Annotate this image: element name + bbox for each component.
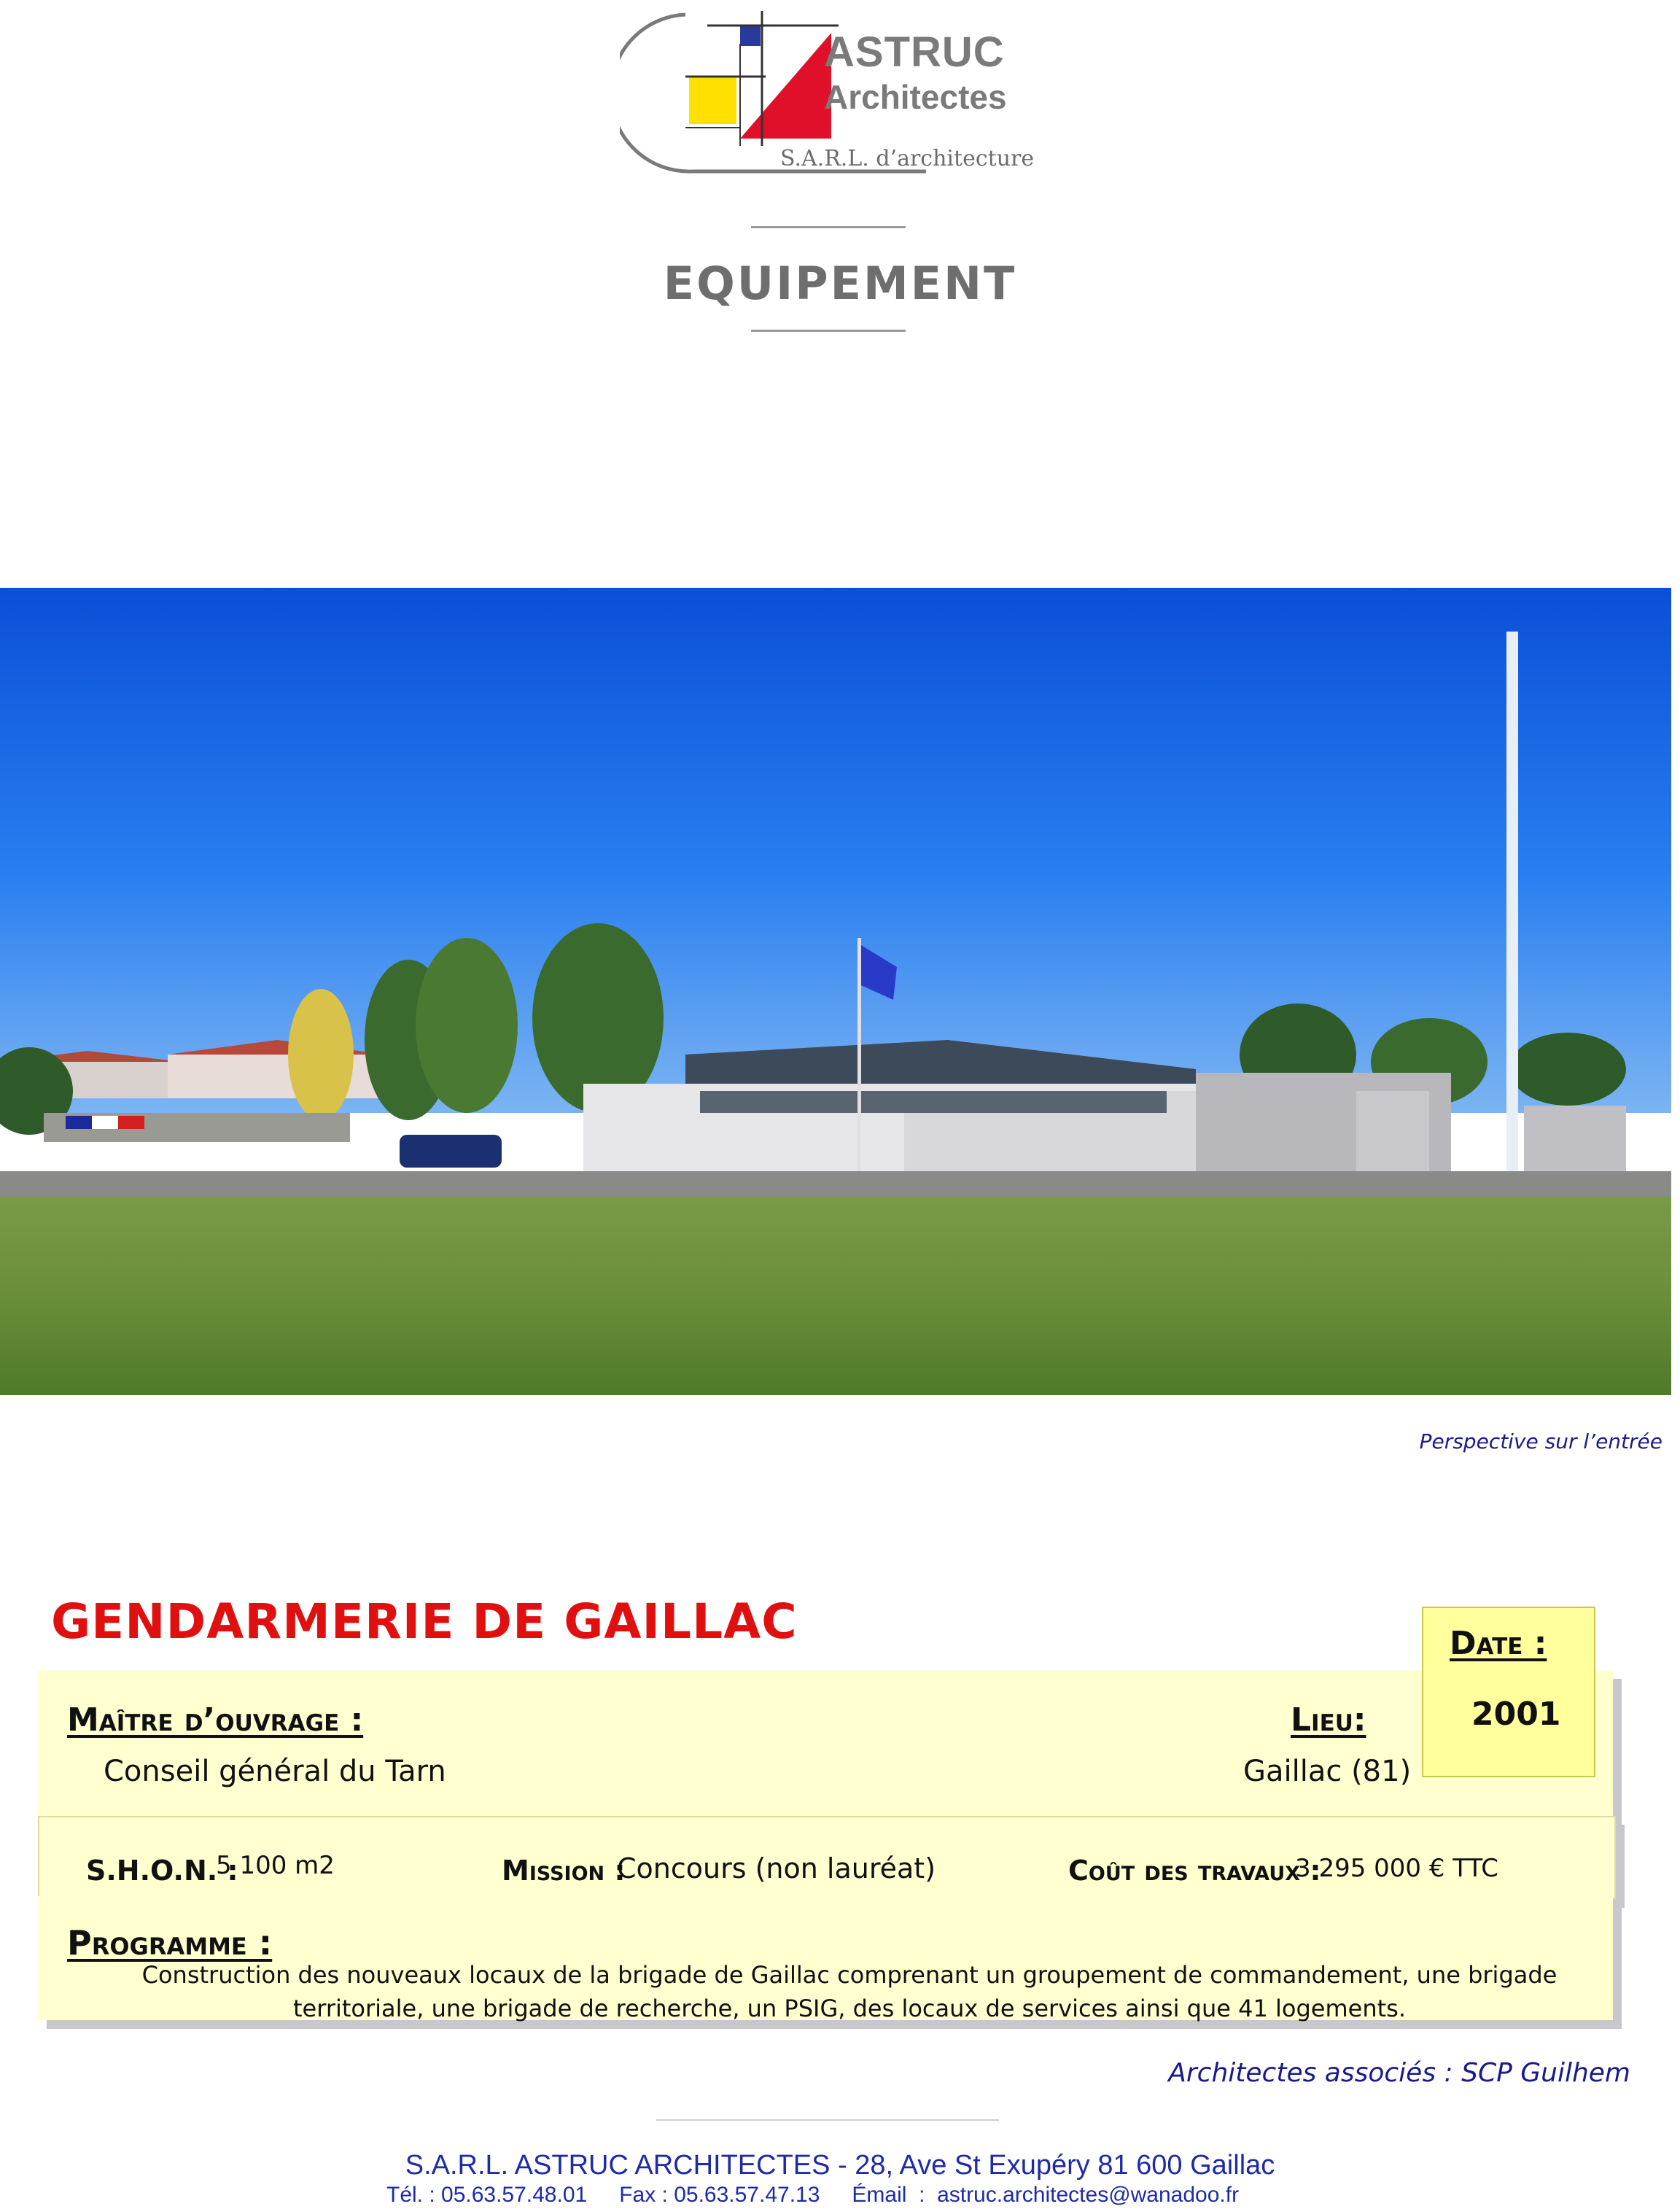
footer-address: S.A.R.L. ASTRUC ARCHITECTES - 28, Ave St Exupéry 81 600 Gaillac bbox=[405, 2150, 1275, 2181]
logo-tagline: S.A.R.L. d’architecture bbox=[780, 146, 1035, 171]
footer-fax: Fax : 05.63.57.47.13 bbox=[619, 2183, 820, 2207]
programme-text: Construction des nouveaux locaux de la brigade de Gaillac comprenant un groupement de commandement, une brigade territoriale, une brigade de recherche, un PSIG, des locaux de services ainsi que 41 logements. bbox=[141, 1961, 1558, 2022]
company-logo bbox=[620, 0, 1057, 182]
mission-value: Concours (non lauréat) bbox=[617, 1852, 936, 1884]
logo-name: ASTRUC bbox=[824, 28, 1005, 76]
owner-value: Conseil général du Tarn bbox=[104, 1755, 446, 1788]
location-value: Gaillac (81) bbox=[1243, 1755, 1412, 1788]
footer-email[interactable]: Émail : astruc.architectes@wanadoo.fr bbox=[852, 2183, 1240, 2207]
associates-note: Architectes associés : SCP Guilhem bbox=[1168, 2058, 1630, 2088]
title-rule-bottom bbox=[751, 330, 906, 332]
date-label: Date : bbox=[1450, 1625, 1547, 1662]
footer-contacts bbox=[386, 2183, 1271, 2208]
logo-subtitle: Architectes bbox=[824, 78, 1007, 116]
footer-divider bbox=[656, 2119, 999, 2121]
project-title: GENDARMERIE DE GAILLAC bbox=[51, 1593, 798, 1650]
cost-value: 3 295 000 € TTC bbox=[1295, 1854, 1498, 1883]
title-rule-top bbox=[751, 226, 906, 228]
shon-value: 5 100 m2 bbox=[216, 1851, 335, 1880]
photo-caption: Perspective sur l’entrée bbox=[1419, 1429, 1662, 1453]
owner-label: Maître d’ouvrage : bbox=[67, 1701, 364, 1739]
shon-label: S.H.O.N. : bbox=[86, 1855, 238, 1887]
owner-panel bbox=[38, 1670, 1613, 1816]
building-photo bbox=[0, 588, 1671, 1395]
footer-phone: Tél. : 05.63.57.48.01 bbox=[386, 2183, 588, 2207]
programme-label: Programme : bbox=[67, 1923, 273, 1963]
mission-label: Mission : bbox=[502, 1855, 626, 1887]
date-value: 2001 bbox=[1471, 1696, 1561, 1733]
cost-label: Coût des travaux : bbox=[1068, 1855, 1321, 1887]
location-label: Lieu: bbox=[1291, 1701, 1366, 1739]
section-title: EQUIPEMENT bbox=[663, 257, 1017, 310]
